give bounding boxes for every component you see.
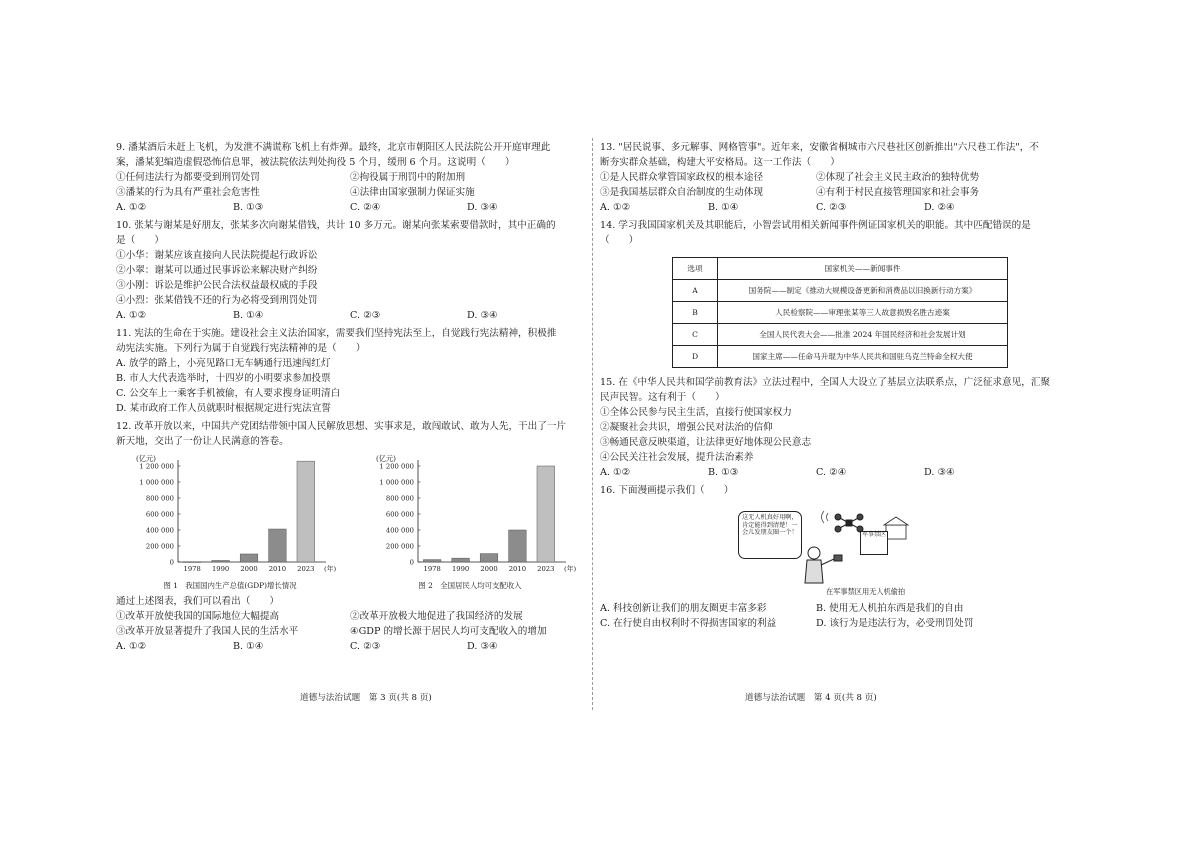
page-footer-right: 道德与法治试题 第 4 页(共 8 页) xyxy=(745,693,877,703)
question-12 xyxy=(116,421,584,653)
choice-d[interactable]: D. ②④ xyxy=(924,201,955,213)
table-cell-event: 全国人民代表大会——批准 2024 年国民经济和社会发展计划 xyxy=(718,323,1008,345)
question-15 xyxy=(600,376,1051,479)
table-header-organ-event: 国家机关——新闻事件 xyxy=(718,257,1008,279)
chart-gdp xyxy=(116,452,344,590)
x-tick-label: 2010 xyxy=(268,564,287,573)
question-13 xyxy=(600,142,1039,214)
y-tick-label: 400 000 xyxy=(385,526,414,535)
x-tick-label: 1978 xyxy=(423,564,441,573)
person-icon xyxy=(805,547,842,583)
choice-c[interactable]: C. ②③ xyxy=(350,640,381,652)
y-tick-label: 1 000 000 xyxy=(379,478,414,487)
statement-1: ①全体公民参与民主生活，直接行使国家权力 xyxy=(600,406,792,418)
option-b[interactable]: B. 市人大代表选举时，十四岁的小明要求参加投票 xyxy=(116,372,331,384)
question-13-line-2: 断夯实群众基础，构建大平安格局。这一工作法（ ） xyxy=(600,156,840,168)
table-header-row xyxy=(673,257,1008,279)
choice-b[interactable]: B. ①④ xyxy=(708,201,739,213)
x-tick-label: 2023 xyxy=(297,564,315,573)
table-cell-option: D xyxy=(673,345,718,367)
table-cell-event: 人民检察院——审理张某等三人故意损毁名胜古迹案 xyxy=(718,301,1008,323)
right-column xyxy=(600,142,1051,630)
y-tick-label: 200 000 xyxy=(385,542,414,551)
question-10 xyxy=(116,220,584,322)
choice-b[interactable]: B. ①③ xyxy=(233,201,264,213)
choice-a[interactable]: A. ①② xyxy=(116,640,147,652)
option-d[interactable]: D. 某市政府工作人员就职时根据规定进行宪法宣誓 xyxy=(116,402,331,414)
speech-bubble: 这无人机真好用啊，肯定能得到清楚！一会儿发朋友圈一个！ xyxy=(738,511,802,559)
statement-3: ③改革开放显著提升了我国人民的生活水平 xyxy=(116,625,299,637)
choice-a[interactable]: A. ①② xyxy=(116,309,147,321)
bar-2023 xyxy=(537,466,555,562)
x-axis-unit-label: (年) xyxy=(564,564,577,573)
statement-2: ②凝聚社会共识，增强公民对法治的信仰 xyxy=(600,421,773,433)
statement-2: ②拘役属于刑罚中的附加刑 xyxy=(350,171,466,183)
y-tick-label: 1 200 000 xyxy=(379,462,414,471)
statement-4: ④法律由国家强制力保证实施 xyxy=(350,186,475,198)
statement-2: ②改革开放极大地促进了我国经济的发展 xyxy=(350,610,523,622)
statement-1: ①任何违法行为都要受到刑罚处罚 xyxy=(116,171,260,183)
choice-a[interactable]: A. ①② xyxy=(116,201,147,213)
question-11 xyxy=(116,328,584,415)
chart-income xyxy=(356,452,584,590)
table-cell-event: 国家主席——任命马升琨为中华人民共和国驻乌克兰特命全权大使 xyxy=(718,345,1008,367)
option-a[interactable]: A. 放学的路上，小亮见路口无车辆通行迅速闯红灯 xyxy=(116,357,331,369)
table-header-option: 选项 xyxy=(673,257,718,279)
option-b[interactable]: B. 使用无人机拍东西是我们的自由 xyxy=(816,602,964,614)
question-15-line-2: 民声民智。这有利于（ ） xyxy=(600,391,725,403)
question-14-line-2: （ ） xyxy=(600,234,639,246)
income-bar-chart xyxy=(356,452,584,580)
option-c[interactable]: C. 公交车上一乘客手机被偷，有人要求搜身证明清白 xyxy=(116,387,341,399)
question-16 xyxy=(600,485,1032,630)
x-tick-label: 2023 xyxy=(537,564,555,573)
choice-d[interactable]: D. ③④ xyxy=(467,201,498,213)
question-12-line-1: 12. 改革开放以来，中国共产党团结带领中国人民解放思想、实事求是，敢闯敢试、敢为人先，干出了一片 xyxy=(116,420,567,432)
y-tick-label: 1 200 000 xyxy=(139,462,174,471)
organ-event-table xyxy=(672,257,1008,368)
table-row xyxy=(673,279,1008,301)
bar-1978 xyxy=(423,559,441,561)
y-tick-label: 200 000 xyxy=(145,542,174,551)
statement-2: ②体现了社会主义民主政治的独特优势 xyxy=(816,171,980,183)
question-13-line-1: 13. "居民说事、多元解事、网格管事"。近年来，安徽省桐城市六尺巷社区创新推出"六尺巷工作法"，不 xyxy=(600,142,1039,153)
x-tick-label: 2000 xyxy=(480,564,498,573)
drone-icon xyxy=(835,514,863,532)
statement-2: ②小翠：谢某可以通过民事诉讼来解决财产纠纷 xyxy=(116,264,318,276)
bar-2000 xyxy=(480,553,498,561)
y-tick-label: 400 000 xyxy=(145,526,174,535)
left-column xyxy=(116,142,584,653)
bar-2000 xyxy=(240,554,258,562)
question-9 xyxy=(116,142,584,214)
table-cell-option: C xyxy=(673,323,718,345)
x-tick-label: 2000 xyxy=(240,564,258,573)
statement-3: ③小刚：诉讼是维护公民合法权益最权威的手段 xyxy=(116,279,318,291)
choice-d[interactable]: D. ③④ xyxy=(467,640,498,652)
choice-d[interactable]: D. ③④ xyxy=(467,309,498,321)
statement-4: ④GDP 的增长源于居民人均可支配收入的增加 xyxy=(350,625,547,637)
choice-b[interactable]: B. ①④ xyxy=(233,309,264,321)
y-axis-unit-label: (亿元) xyxy=(136,453,156,463)
chart-income-caption: 图 2 全国居民人均可支配收入 xyxy=(418,580,522,590)
y-tick-label: 1 000 000 xyxy=(139,478,174,487)
x-tick-label: 2010 xyxy=(508,564,527,573)
choice-a[interactable]: A. ①② xyxy=(600,466,631,478)
statement-3: ③潘某的行为具有严重社会危害性 xyxy=(116,186,260,198)
option-d[interactable]: D. 该行为是违法行为，必受刑罚处罚 xyxy=(816,617,974,629)
table-cell-option: A xyxy=(673,279,718,301)
table-cell-option: B xyxy=(673,301,718,323)
statement-4: ④公民关注社会发展，提升法治素养 xyxy=(600,451,754,463)
question-12-line-2: 新天地，交出了一份让人民满意的答卷。 xyxy=(116,435,289,447)
choice-c[interactable]: C. ②③ xyxy=(350,309,381,321)
y-tick-label: 600 000 xyxy=(145,510,174,519)
statement-1: ①是人民群众掌管国家政权的根本途径 xyxy=(600,171,764,183)
radio-waves-icon xyxy=(822,511,829,523)
table-cell-event: 国务院——制定《推动大规模设备更新和消费品以旧换新行动方案》 xyxy=(718,279,1008,301)
question-9-line-1: 9. 潘某酒后未赶上飞机，为发泄不满谎称飞机上有炸弹。最终，北京市朝阳区人民法院公开开庭审理此 xyxy=(116,142,551,153)
question-12-follow: 通过上述图表，我们可以看出（ ） xyxy=(116,595,280,607)
choice-c[interactable]: C. ②④ xyxy=(816,466,847,478)
statement-1: ①小华：谢某应该直接向人民法院提起行政诉讼 xyxy=(116,249,318,261)
choice-d[interactable]: D. ③④ xyxy=(924,466,955,478)
question-10-line-2: 是（ ） xyxy=(116,234,164,246)
choice-b[interactable]: B. ①④ xyxy=(233,640,264,652)
y-tick-label: 0 xyxy=(409,558,414,567)
x-tick-label: 1978 xyxy=(183,564,201,573)
choice-a[interactable]: A. ①② xyxy=(600,201,631,213)
statement-4: ④小烈：张某借钱不还的行为必将受到刑罚处罚 xyxy=(116,294,318,306)
y-tick-label: 600 000 xyxy=(385,510,414,519)
y-tick-label: 800 000 xyxy=(145,494,174,503)
choice-c[interactable]: C. ②③ xyxy=(816,201,847,213)
question-14 xyxy=(600,220,1032,368)
question-11-line-1: 11. 宪法的生命在于实施。建设社会主义法治国家，需要我们坚持宪法至上，自觉践行宪法精神，积极推 xyxy=(116,327,557,339)
option-a[interactable]: A. 科技创新让我们的朋友圈更丰富多彩 xyxy=(600,602,767,614)
gdp-bar-chart xyxy=(116,452,344,580)
bar-2010 xyxy=(269,529,287,562)
question-11-line-2: 动宪法实施。下列行为属于自觉践行宪法精神的是（ ） xyxy=(116,342,366,354)
bar-1978 xyxy=(183,561,201,562)
question-9-line-2: 案，潘某犯编造虚假恐怖信息罪，被法院依法判处拘役 5 个月，缓刑 6 个月。这说明（ ） xyxy=(116,156,515,168)
statement-3: ③是我国基层群众自治制度的生动体现 xyxy=(600,186,764,198)
center-fold-rule xyxy=(592,138,593,710)
table-row xyxy=(673,301,1008,323)
chart-gdp-caption: 图 1 我国国内生产总值(GDP)增长情况 xyxy=(163,580,297,590)
option-c[interactable]: C. 在行使自由权利时不得损害国家的利益 xyxy=(600,617,777,629)
statement-3: ③畅通民意反映渠道，让法律更好地体现公民意志 xyxy=(600,436,812,448)
cartoon-caption: 在军事禁区用无人机偷拍 xyxy=(826,586,906,596)
y-tick-label: 0 xyxy=(169,558,174,567)
question-10-line-1: 10. 张某与谢某是好朋友，张某多次向谢某借钱，共计 10 多万元。谢某向张某索要借款时，其中正确的 xyxy=(116,219,556,231)
statement-4: ④有利于村民直接管理国家和社会事务 xyxy=(816,186,980,198)
question-14-line-1: 14. 学习我国国家机关及其职能后，小智尝试用相关新闻事件例证国家机关的职能。其中匹配错误的是 xyxy=(600,219,1031,231)
y-tick-label: 800 000 xyxy=(385,494,414,503)
y-axis-unit-label: (亿元) xyxy=(376,453,396,463)
bar-1990 xyxy=(212,560,230,562)
table-row xyxy=(673,323,1008,345)
drone-cartoon xyxy=(710,503,910,599)
page-footer-left: 道德与法治试题 第 3 页(共 8 页) xyxy=(300,693,432,703)
question-16-stem: 16. 下面漫画提示我们（ ） xyxy=(600,484,734,496)
bar-1990 xyxy=(452,558,470,562)
x-tick-label: 1990 xyxy=(211,564,230,573)
charts-row xyxy=(116,452,584,590)
bar-2010 xyxy=(509,530,527,562)
bar-2023 xyxy=(297,461,315,562)
x-tick-label: 1990 xyxy=(451,564,470,573)
military-zone-sign: 军事禁区 xyxy=(860,531,888,555)
x-axis-unit-label: (年) xyxy=(324,564,337,573)
statement-1: ①改革开放使我国的国际地位大幅提高 xyxy=(116,610,280,622)
table-row xyxy=(673,345,1008,367)
question-15-line-1: 15. 在《中华人民共和国学前教育法》立法过程中，全国人大设立了基层立法联系点，广泛征求意见，汇聚 xyxy=(600,376,1051,388)
choice-b[interactable]: B. ①③ xyxy=(708,466,739,478)
choice-c[interactable]: C. ②④ xyxy=(350,201,381,213)
